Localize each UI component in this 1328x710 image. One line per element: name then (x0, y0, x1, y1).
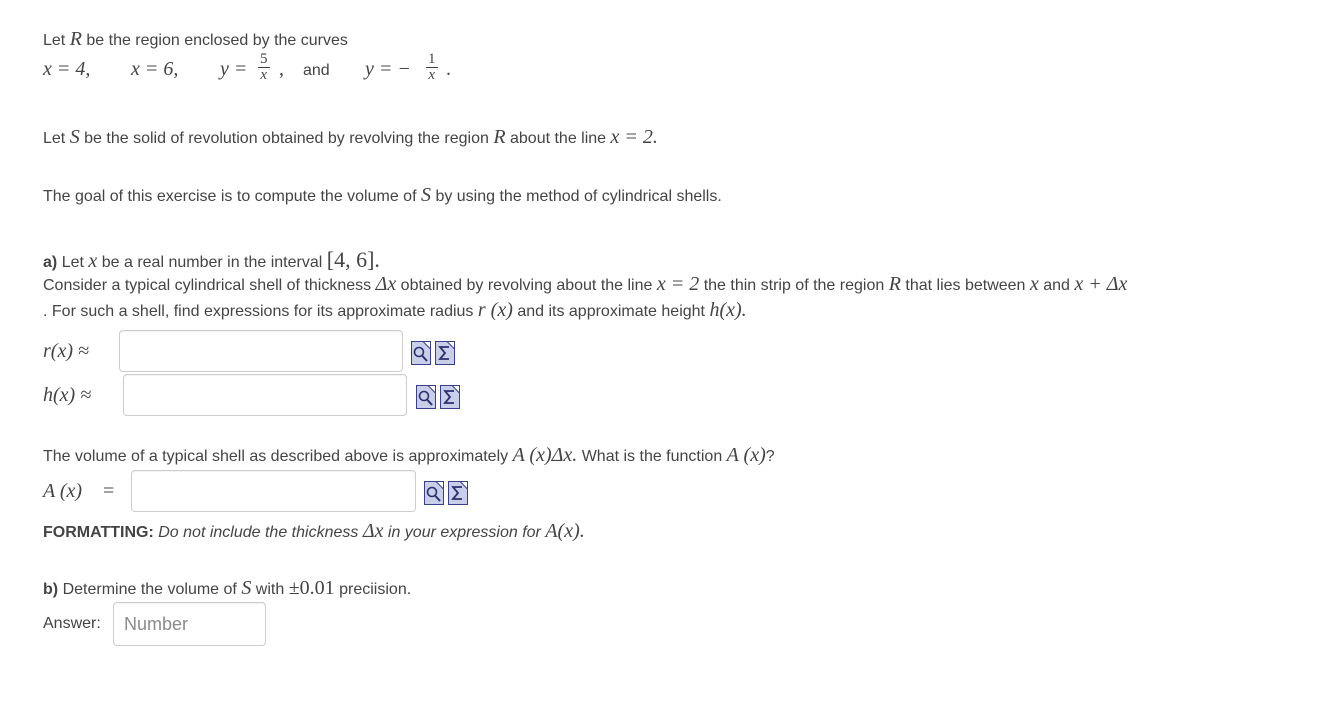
part-b-label: b) (43, 581, 59, 598)
and-word: and (303, 62, 330, 79)
formatting-note: FORMATTING: Do not include the thickness Δx in your expression for A(x). (43, 520, 585, 542)
answer-input[interactable] (113, 602, 266, 646)
part-a-label: a) (43, 254, 58, 271)
h-label: h(x) ≈ (43, 384, 92, 406)
fraction-1-over-x: $\frac{1}{x}$ (428, 51, 436, 83)
solid-line: Let S be the solid of revolution obtained by revolving the region R about the line x = 2. (43, 126, 658, 148)
A-input[interactable] (131, 470, 416, 512)
sigma-icon[interactable] (435, 341, 455, 365)
intro-line: Let R be the region enclosed by the curves (43, 28, 348, 50)
curve-y2-lhs: y = − (365, 58, 411, 80)
interval: [4, 6]. (326, 247, 380, 272)
r-input[interactable] (119, 330, 403, 372)
sigma-icon[interactable] (448, 481, 468, 505)
part-a-line3: . For such a shell, find expressions for its approximate radius r (x) and its approximate height h(x). (43, 299, 747, 321)
preview-icon[interactable] (411, 341, 431, 365)
region-R: R (69, 28, 82, 50)
A-label: A (x) (43, 480, 83, 502)
curve-y-lhs: y = (220, 58, 248, 80)
part-a-line1: a) Let x be a real number in the interval [4, 6]. (43, 247, 380, 272)
sigma-icon[interactable] (440, 385, 460, 409)
part-a-line2: Consider a typical cylindrical shell of thickness Δx obtained by revolving about the line x = 2 the thin strip of the region R that lies between x and x + Δx (43, 273, 1128, 295)
goal-line: The goal of this exercise is to compute the volume of S by using the method of cylindrical shells. (43, 184, 722, 206)
equals-sign: = (103, 480, 115, 502)
curve-x4: x = 4, (43, 58, 91, 80)
formatting-label: FORMATTING: (43, 524, 154, 541)
r-label: r(x) ≈ (43, 340, 89, 362)
volume-line: The volume of a typical shell as described above is approximately A (x)Δx. What is the function A (x)? (43, 444, 775, 466)
part-b-line: b) Determine the volume of S with ±0.01 preciision. (43, 577, 412, 599)
preview-icon[interactable] (424, 481, 444, 505)
fraction-5-over-x: $\frac{5}{x}$ (260, 51, 268, 83)
answer-label: Answer: (43, 615, 101, 632)
preview-icon[interactable] (416, 385, 436, 409)
curve-x6: x = 6, (131, 58, 179, 80)
h-input[interactable] (123, 374, 407, 416)
